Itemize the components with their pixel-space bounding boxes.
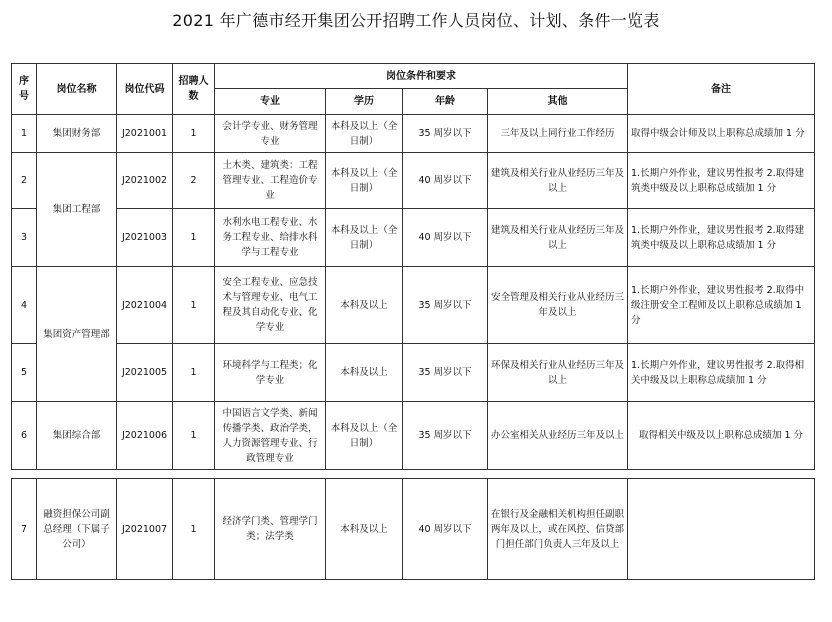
cell-hire-count: 1 bbox=[173, 267, 215, 344]
cell-age: 40 周岁以下 bbox=[403, 153, 488, 209]
cell-seq: 2 bbox=[12, 153, 37, 209]
cell-seq: 1 bbox=[12, 115, 37, 153]
cell-education: 本科及以上 bbox=[326, 479, 403, 580]
table-row bbox=[12, 267, 815, 344]
table-row bbox=[12, 153, 815, 209]
cell-major: 中国语言文学类、新闻传播学类、政治学类，人力资源管理专业、行政管理专业 bbox=[215, 402, 326, 470]
header-conditions: 岗位条件和要求 bbox=[215, 64, 628, 89]
recruitment-table-continued bbox=[11, 478, 815, 580]
cell-position-name: 集团财务部 bbox=[37, 115, 117, 153]
cell-position-code: J2021005 bbox=[117, 344, 173, 402]
header-position-name: 岗位名称 bbox=[37, 64, 117, 115]
cell-other: 安全管理及相关行业从业经历三年及以上 bbox=[488, 267, 628, 344]
cell-position-code: J2021006 bbox=[117, 402, 173, 470]
header-major: 专业 bbox=[215, 89, 326, 115]
cell-position-code: J2021007 bbox=[117, 479, 173, 580]
header-position-code: 岗位代码 bbox=[117, 64, 173, 115]
cell-position-name: 集团工程部 bbox=[37, 153, 117, 267]
cell-position-name: 融资担保公司副总经理（下属子公司） bbox=[37, 479, 117, 580]
cell-position-code: J2021004 bbox=[117, 267, 173, 344]
page-title: 2021 年广德市经开集团公开招聘工作人员岗位、计划、条件一览表 bbox=[172, 11, 660, 30]
table-row bbox=[12, 344, 815, 402]
cell-education: 本科及以上（全日制） bbox=[326, 115, 403, 153]
cell-hire-count: 2 bbox=[173, 153, 215, 209]
cell-seq: 4 bbox=[12, 267, 37, 344]
cell-other: 在银行及金融相关机构担任副职两年及以上，或在风控、信贷部门担任部门负责人三年及以上 bbox=[488, 479, 628, 580]
header-other: 其他 bbox=[488, 89, 628, 115]
cell-position-code: J2021001 bbox=[117, 115, 173, 153]
cell-education: 本科及以上（全日制） bbox=[326, 402, 403, 470]
cell-seq: 7 bbox=[12, 479, 37, 580]
cell-hire-count: 1 bbox=[173, 479, 215, 580]
cell-education: 本科及以上 bbox=[326, 267, 403, 344]
cell-remark: 1.长期户外作业，建议男性报考 2.取得相关中级及以上职称总成绩加 1 分 bbox=[628, 344, 815, 402]
cell-position-code: J2021003 bbox=[117, 209, 173, 267]
table-row bbox=[12, 115, 815, 153]
cell-position-code: J2021002 bbox=[117, 153, 173, 209]
cell-major: 安全工程专业、应急技术与管理专业、电气工程及其自动化专业、化学专业 bbox=[215, 267, 326, 344]
cell-age: 40 周岁以下 bbox=[403, 209, 488, 267]
cell-remark: 取得中级会计师及以上职称总成绩加 1 分 bbox=[628, 115, 815, 153]
cell-age: 35 周岁以下 bbox=[403, 344, 488, 402]
cell-major: 环境科学与工程类；化学专业 bbox=[215, 344, 326, 402]
cell-remark: 1.长期户外作业，建议男性报考 2.取得中级注册安全工程师及以上职称总成绩加 1 分 bbox=[628, 267, 815, 344]
cell-seq: 6 bbox=[12, 402, 37, 470]
cell-other: 三年及以上同行业工作经历 bbox=[488, 115, 628, 153]
header-remarks: 备注 bbox=[628, 64, 815, 115]
cell-hire-count: 1 bbox=[173, 209, 215, 267]
header-seq: 序号 bbox=[12, 64, 37, 115]
cell-position-name: 集团综合部 bbox=[37, 402, 117, 470]
cell-other: 建筑及相关行业从业经历三年及以上 bbox=[488, 209, 628, 267]
cell-seq: 3 bbox=[12, 209, 37, 267]
cell-hire-count: 1 bbox=[173, 115, 215, 153]
cell-other: 建筑及相关行业从业经历三年及以上 bbox=[488, 153, 628, 209]
table-row bbox=[12, 479, 815, 580]
cell-hire-count: 1 bbox=[173, 402, 215, 470]
cell-major: 经济学门类、管理学门类；法学类 bbox=[215, 479, 326, 580]
cell-seq: 5 bbox=[12, 344, 37, 402]
cell-position-name: 集团资产管理部 bbox=[37, 267, 117, 402]
cell-age: 35 周岁以下 bbox=[403, 115, 488, 153]
cell-remark bbox=[628, 479, 815, 580]
cell-remark: 1.长期户外作业，建议男性报考 2.取得建筑类中级及以上职称总成绩加 1 分 bbox=[628, 153, 815, 209]
cell-education: 本科及以上 bbox=[326, 344, 403, 402]
header-education: 学历 bbox=[326, 89, 403, 115]
cell-major: 水利水电工程专业、水务工程专业、给排水科学与工程专业 bbox=[215, 209, 326, 267]
cell-hire-count: 1 bbox=[173, 344, 215, 402]
recruitment-table bbox=[11, 63, 815, 470]
cell-other: 办公室相关从业经历三年及以上 bbox=[488, 402, 628, 470]
cell-education: 本科及以上（全日制） bbox=[326, 153, 403, 209]
table-row bbox=[12, 209, 815, 267]
header-hire-count: 招聘人数 bbox=[173, 64, 215, 115]
table-row bbox=[12, 402, 815, 470]
cell-major: 土木类、建筑类：工程管理专业、工程造价专业 bbox=[215, 153, 326, 209]
cell-age: 40 周岁以下 bbox=[403, 479, 488, 580]
cell-education: 本科及以上（全日制） bbox=[326, 209, 403, 267]
cell-major: 会计学专业、财务管理专业 bbox=[215, 115, 326, 153]
header-age: 年龄 bbox=[403, 89, 488, 115]
cell-age: 35 周岁以下 bbox=[403, 267, 488, 344]
cell-other: 环保及相关行业从业经历三年及以上 bbox=[488, 344, 628, 402]
cell-age: 35 周岁以下 bbox=[403, 402, 488, 470]
cell-remark: 取得相关中级及以上职称总成绩加 1 分 bbox=[628, 402, 815, 470]
cell-remark: 1.长期户外作业，建议男性报考 2.取得建筑类中级及以上职称总成绩加 1 分 bbox=[628, 209, 815, 267]
